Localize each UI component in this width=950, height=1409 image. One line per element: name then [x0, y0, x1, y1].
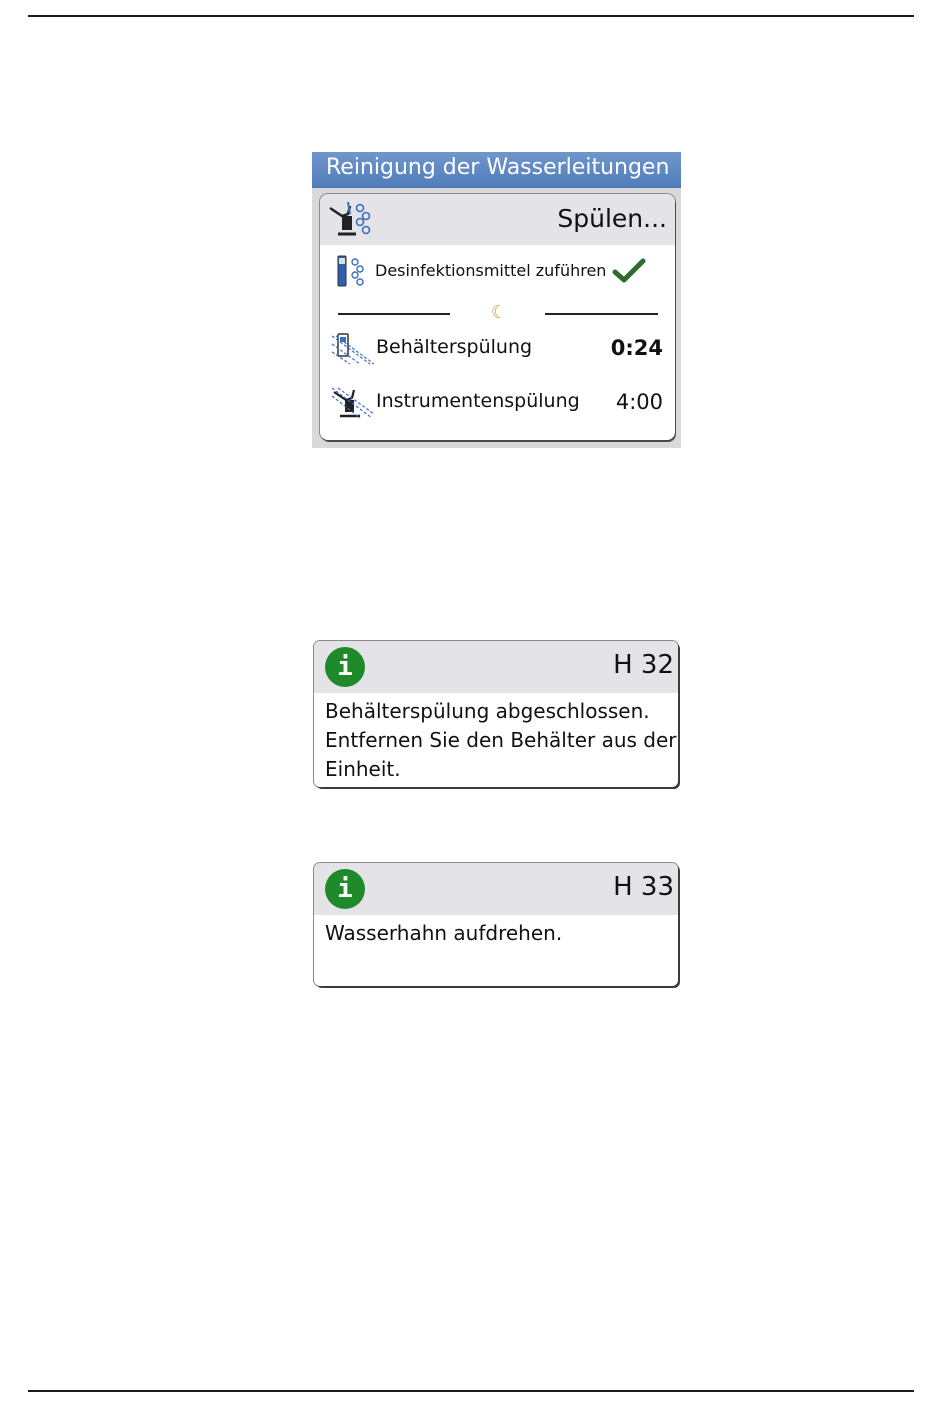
disinfect-row — [320, 252, 675, 288]
card-header — [314, 641, 678, 693]
tank-rinse-label: Behälterspülung — [376, 336, 533, 358]
message-text — [314, 915, 678, 948]
disinfectant-bottle-icon — [330, 254, 370, 288]
tank-rinse-row — [320, 330, 675, 366]
instrument-rinse-label: Instrumentenspülung — [376, 390, 580, 412]
info-card-h33 — [314, 863, 678, 986]
disinfect-label: Desinfektionsmittel zuführen — [375, 261, 607, 280]
rinse-status: Spülen... — [557, 204, 667, 233]
cleaning-panel — [320, 194, 675, 440]
bottom-rule — [28, 1390, 914, 1392]
message-line: Wasserhahn aufdrehen. — [325, 921, 563, 945]
separator-left — [338, 313, 450, 315]
tank-rinse-icon — [330, 332, 374, 366]
dental-chair-rinse-icon — [328, 200, 374, 240]
tank-rinse-time: 0:24 — [610, 336, 663, 360]
message-text — [314, 693, 678, 784]
panel-header — [320, 194, 675, 245]
separator-right — [545, 313, 658, 315]
message-code: H 32 — [613, 650, 674, 680]
instrument-rinse-time: 4:00 — [615, 390, 663, 414]
instrument-rinse-row — [320, 384, 675, 420]
message-line: Einheit. — [325, 757, 401, 781]
moon-icon: ☾ — [491, 302, 508, 323]
instrument-rinse-icon — [330, 386, 374, 420]
info-icon: i — [325, 647, 365, 687]
info-icon: i — [325, 869, 365, 909]
card-header — [314, 863, 678, 915]
message-line: Behälterspülung abgeschlossen. — [325, 699, 650, 723]
top-rule — [28, 15, 914, 17]
info-card-h32 — [314, 641, 678, 787]
water-line-cleaning-screen — [312, 152, 681, 448]
message-line: Entfernen Sie den Behälter aus der — [325, 728, 677, 752]
checkmark-icon — [612, 258, 646, 284]
screen-title: Reinigung der Wasserleitungen — [312, 152, 681, 188]
message-code: H 33 — [613, 872, 674, 902]
